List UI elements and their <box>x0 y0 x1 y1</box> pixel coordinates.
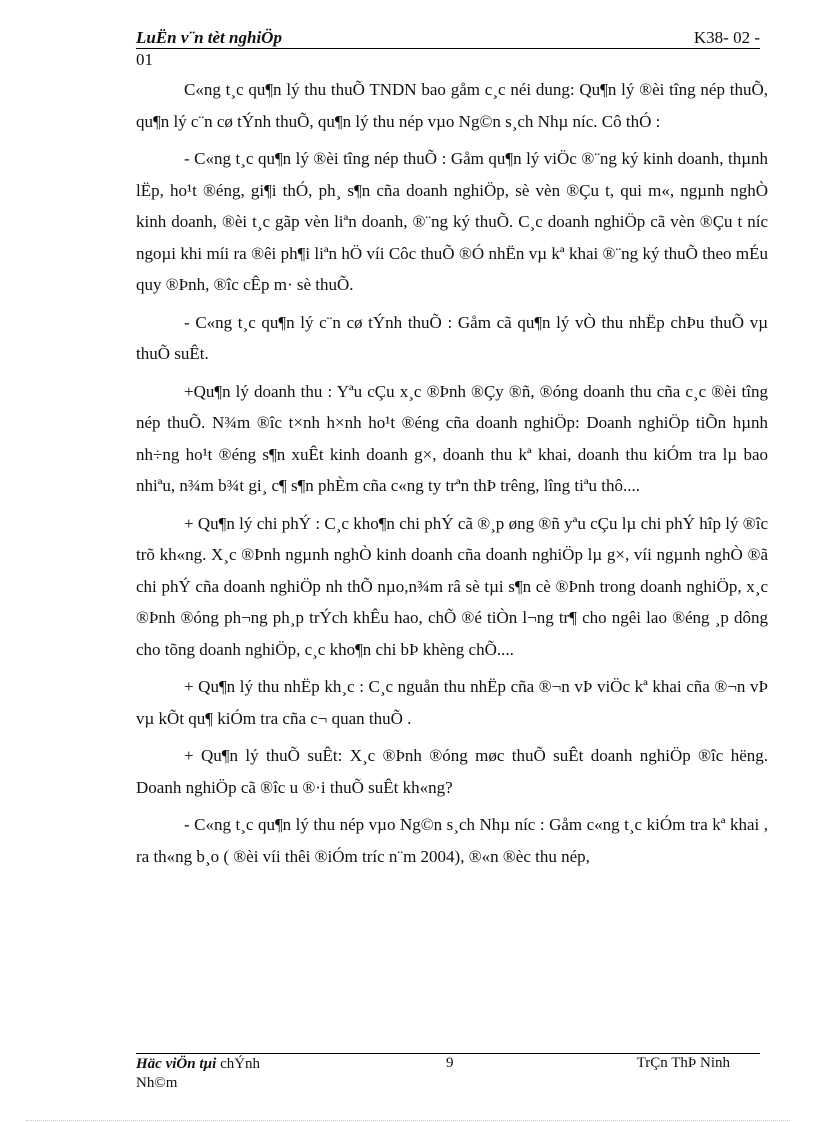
document-body <box>136 74 768 878</box>
header-code: K38- 02 - <box>693 28 760 47</box>
page-header <box>136 28 760 50</box>
page-edge-dotted-line <box>26 1120 790 1121</box>
footer-institution <box>136 1055 296 1093</box>
footer-institution-cont: Nh©m <box>136 1075 178 1091</box>
header-title: LuËn v¨n tèt nghiÖp <box>136 28 282 47</box>
footer-institution-rest: chÝnh <box>220 1056 261 1072</box>
footer-rule <box>136 1053 760 1054</box>
page-number: 9 <box>446 1055 454 1071</box>
paragraph: C«ng t¸c qu¶n lý thu thuÕ TNDN bao gåm c¸c néi dung: Qu¶n lý ®èi tîng nép thuÕ, qu¶n lý c¨n cø tÝnh thuÕ, qu¶n lý thu nép vµo Ng©n s¸ch Nhµ níc. Cô thÓ : <box>136 80 768 131</box>
footer-author: TrÇn ThÞ Ninh <box>636 1055 730 1071</box>
paragraph: - C«ng t¸c qu¶n lý ®èi tîng nép thuÕ : Gåm qu¶n lý viÖc ®¨ng ký kinh doanh, thµnh lËp, ho¹t ®éng, gi¶i thÓ, ph¸ s¶n cña doanh nghiÖp, sè vèn ®Çu t, qui m«, ngµnh nghÒ kinh doanh, ®èi t¸c gãp vèn liªn doanh, ®¨ng ký thuÕ. C¸c doanh nghiÖp cã vèn ®Çu t níc ngoµi khi míi ra ®êi ph¶i liªn hÖ víi Côc thuÕ ®Ó nhËn vµ kª khai ®¨ng ký thuÕ theo mÉu quy ®Þnh, ®îc cÊp m· sè thuÕ. <box>136 149 768 294</box>
paragraph: + Qu¶n lý chi phÝ : C¸c kho¶n chi phÝ cã ®¸p øng ®ñ yªu cÇu lµ chi phÝ hîp lý ®îc trõ kh«ng. X¸c ®Þnh ngµnh nghÒ kinh doanh cña doanh nghiÖp lµ g×, víi ngµnh nghÒ ®ã chi phÝ cña doanh nghiÖp nh thÕ nµo,n¾m râ sè tµi s¶n cè ®Þnh trong doanh nghiÖp, x¸c ®Þnh ®óng ph¬ng ph¸p trÝch khÊu hao, chÕ ®é tiÒn l¬ng tr¶ cho ngêi lao ®éng ¸p dông cho tõng doanh nghiÖp, c¸c kho¶n chi bÞ khèng chÕ.... <box>136 513 768 659</box>
paragraph: +Qu¶n lý doanh thu : Yªu cÇu x¸c ®Þnh ®Çy ®ñ, ®óng doanh thu cña c¸c ®èi tîng nép thuÕ. N¾m ®îc t×nh h×nh ho¹t ®éng cña doanh nghiÖp: Doanh nghiÖp tiÕn hµnh nh÷ng ho¹t ®éng s¶n xuÊt kinh doanh g×, doanh thu kª khai, doanh thu kiÓm tra lµ bao nhiªu, n¾m b¾t gi¸ c¶ s¶n phÈm cña c«ng ty trªn thÞ trêng, lîng tiªu thô.... <box>136 381 768 495</box>
paragraph: + Qu¶n lý thu nhËp kh¸c : C¸c nguån thu nhËp cña ®¬n vÞ viÖc kª khai cña ®¬n vÞ vµ kÕt qu¶ kiÓm tra cña c¬ quan thuÕ . <box>136 677 768 728</box>
paragraph: - C«ng t¸c qu¶n lý thu nép vµo Ng©n s¸ch Nhµ níc : Gåm c«ng t¸c kiÓm tra kª khai , ra th«ng b¸o ( ®èi víi thêi ®iÓm tríc n¨m 2004), ®«n ®èc thu nép, <box>136 815 768 866</box>
header-rule <box>136 48 760 49</box>
header-code-continuation: 01 <box>136 50 153 69</box>
page-footer <box>136 1055 760 1099</box>
footer-institution-bold: Häc viÖn tµi <box>136 1056 217 1072</box>
paragraph: + Qu¶n lý thuÕ suÊt: X¸c ®Þnh ®óng møc thuÕ suÊt doanh nghiÖp ®îc hëng. Doanh nghiÖp cã ®îc u ®·i thuÕ suÊt kh«ng? <box>136 746 768 797</box>
paragraph: - C«ng t¸c qu¶n lý c¨n cø tÝnh thuÕ : Gåm cã qu¶n lý vÒ thu nhËp chÞu thuÕ vµ thuÕ suÊt. <box>136 312 768 363</box>
